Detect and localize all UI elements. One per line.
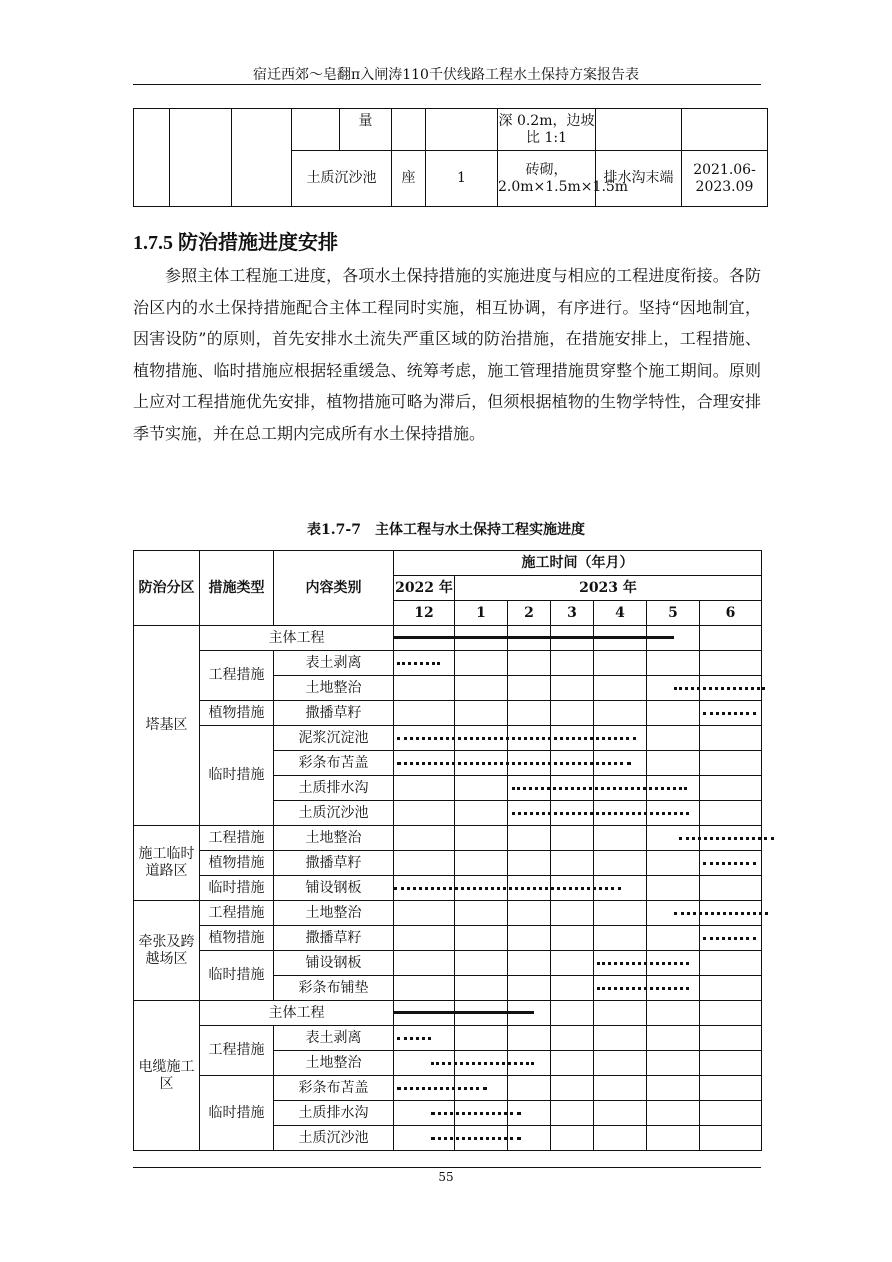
timeline-cell xyxy=(647,1001,700,1026)
table-cell xyxy=(170,109,232,207)
spec-cell: 砖砌，2.0m×1.5m×1.5m xyxy=(498,151,596,207)
timeline-cell xyxy=(508,901,551,926)
timeline-cell xyxy=(594,826,647,851)
timeline-cell xyxy=(508,826,551,851)
timeline-cell xyxy=(455,876,508,901)
timeline-cell xyxy=(394,751,455,776)
schedule-row xyxy=(134,826,762,851)
table-cell xyxy=(232,109,292,207)
timeline-cell xyxy=(647,701,700,726)
timeline-cell xyxy=(647,926,700,951)
type-cell: 植物措施 xyxy=(200,926,274,951)
timeline-cell xyxy=(455,626,508,651)
timeline-cell xyxy=(700,1051,762,1076)
spec-cell: 深 0.2m，边坡比 1:1 xyxy=(498,109,596,151)
timeline-cell xyxy=(508,626,551,651)
timeline-cell xyxy=(551,776,594,801)
timeline-cell xyxy=(594,676,647,701)
timeline-cell xyxy=(594,926,647,951)
timeline-cell xyxy=(551,951,594,976)
timeline-cell xyxy=(455,1126,508,1151)
zone-cell: 电缆施工区 xyxy=(134,1001,200,1151)
timeline-cell xyxy=(700,926,762,951)
timeline-cell xyxy=(508,1126,551,1151)
timeline-cell xyxy=(508,876,551,901)
timeline-cell xyxy=(551,676,594,701)
type-cell: 植物措施 xyxy=(200,851,274,876)
timeline-cell xyxy=(455,1001,508,1026)
timeline-cell xyxy=(455,651,508,676)
content-cell: 彩条布苫盖 xyxy=(274,751,394,776)
timeline-cell xyxy=(551,626,594,651)
timeline-cell xyxy=(594,651,647,676)
timeline-cell xyxy=(394,851,455,876)
timeline-cell xyxy=(594,751,647,776)
type-cell: 植物措施 xyxy=(200,701,274,726)
timeline-cell xyxy=(647,976,700,1001)
content-cell: 土地整治 xyxy=(274,676,394,701)
timeline-cell xyxy=(647,726,700,751)
timeline-cell xyxy=(551,1001,594,1026)
timeline-cell xyxy=(455,951,508,976)
timeline-cell xyxy=(394,1051,455,1076)
content-cell: 土地整治 xyxy=(274,901,394,926)
timeline-cell xyxy=(594,1001,647,1026)
content-cell: 土地整治 xyxy=(274,826,394,851)
zone-cell: 塔基区 xyxy=(134,626,200,826)
timeline-cell xyxy=(394,826,455,851)
timeline-cell xyxy=(508,1076,551,1101)
timeline-cell xyxy=(551,1026,594,1051)
content-cell: 土质沉沙池 xyxy=(274,1126,394,1151)
progress-bar xyxy=(397,1037,431,1040)
timeline-cell xyxy=(455,1051,508,1076)
table-cell xyxy=(682,109,768,151)
content-cell: 土质沉沙池 xyxy=(274,801,394,826)
timeline-cell xyxy=(647,951,700,976)
col-header-time: 施工时间（年月） xyxy=(394,551,762,576)
timeline-cell xyxy=(594,626,647,651)
timeline-cell xyxy=(700,851,762,876)
timeline-cell xyxy=(455,901,508,926)
timeline-cell xyxy=(394,701,455,726)
timeline-cell xyxy=(394,626,455,651)
timeline-cell xyxy=(700,1126,762,1151)
timeline-cell xyxy=(700,826,762,851)
timeline-cell xyxy=(551,976,594,1001)
timeline-cell xyxy=(394,776,455,801)
table-cell xyxy=(292,109,340,151)
schedule-row xyxy=(134,701,762,726)
timeline-cell xyxy=(508,726,551,751)
timeline-cell xyxy=(594,801,647,826)
timeline-cell xyxy=(455,1101,508,1126)
content-cell: 泥浆沉淀池 xyxy=(274,726,394,751)
timeline-cell xyxy=(551,1101,594,1126)
table-cell xyxy=(134,109,170,207)
timeline-cell xyxy=(508,701,551,726)
timeline-cell xyxy=(455,751,508,776)
timeline-cell xyxy=(700,726,762,751)
timeline-cell xyxy=(647,1101,700,1126)
timeline-cell xyxy=(551,826,594,851)
timeline-cell xyxy=(594,1076,647,1101)
timeline-cell xyxy=(394,1101,455,1126)
timeline-cell xyxy=(700,776,762,801)
content-cell: 彩条布铺垫 xyxy=(274,976,394,1001)
timeline-cell xyxy=(394,1001,455,1026)
timeline-cell xyxy=(700,751,762,776)
timeline-cell xyxy=(594,951,647,976)
timeline-cell xyxy=(551,1051,594,1076)
timeline-cell xyxy=(647,1126,700,1151)
timeline-cell xyxy=(700,1076,762,1101)
month-header: 3 xyxy=(551,601,594,626)
timeline-cell xyxy=(647,751,700,776)
timeline-cell xyxy=(394,1026,455,1051)
timeline-cell xyxy=(700,951,762,976)
table-caption: 表1.7-7 主体工程与水土保持工程实施进度 xyxy=(307,522,585,538)
timeline-cell xyxy=(551,926,594,951)
qty-cell: 1 xyxy=(426,151,498,207)
timeline-cell xyxy=(551,801,594,826)
schedule-row xyxy=(134,851,762,876)
content-cell: 表土剥离 xyxy=(274,1026,394,1051)
timeline-cell xyxy=(594,876,647,901)
location-cell: 排水沟末端 xyxy=(596,151,682,207)
content-cell: 土地整治 xyxy=(274,1051,394,1076)
timeline-cell xyxy=(455,726,508,751)
schedule-row xyxy=(134,901,762,926)
schedule-row xyxy=(134,926,762,951)
type-cell: 临时措施 xyxy=(200,951,274,1001)
timeline-cell xyxy=(394,926,455,951)
col-header-content: 内容类别 xyxy=(274,551,394,626)
timeline-cell xyxy=(551,901,594,926)
unit-cell: 座 xyxy=(392,151,426,207)
timeline-cell xyxy=(647,776,700,801)
year-header: 2023 年 xyxy=(455,576,762,601)
col-header-type: 措施类型 xyxy=(200,551,274,626)
type-cell: 工程措施 xyxy=(200,826,274,851)
timeline-cell xyxy=(394,951,455,976)
content-cell: 主体工程 xyxy=(200,626,394,651)
timeline-cell xyxy=(455,926,508,951)
timeline-cell xyxy=(394,1076,455,1101)
timeline-cell xyxy=(551,651,594,676)
timeline-cell xyxy=(394,801,455,826)
timeline-cell xyxy=(508,676,551,701)
content-cell: 主体工程 xyxy=(200,1001,394,1026)
timeline-cell xyxy=(508,1001,551,1026)
timeline-cell xyxy=(700,701,762,726)
timeline-cell xyxy=(394,651,455,676)
timeline-cell xyxy=(594,776,647,801)
timeline-cell xyxy=(508,776,551,801)
timeline-cell xyxy=(508,1101,551,1126)
timeline-cell xyxy=(594,701,647,726)
timeline-cell xyxy=(394,1126,455,1151)
timeline-cell xyxy=(551,876,594,901)
month-header: 12 xyxy=(394,601,455,626)
timeline-cell xyxy=(551,1076,594,1101)
schedule-row xyxy=(134,951,762,976)
schedule-table xyxy=(133,550,762,1151)
table-row xyxy=(134,109,768,151)
progress-bar xyxy=(397,662,440,665)
timeline-cell xyxy=(551,701,594,726)
timeline-cell xyxy=(700,876,762,901)
timeline-cell xyxy=(455,976,508,1001)
timeline-cell xyxy=(700,651,762,676)
content-cell: 撒播草籽 xyxy=(274,926,394,951)
content-cell: 撒播草籽 xyxy=(274,701,394,726)
timeline-cell xyxy=(455,826,508,851)
timeline-cell xyxy=(700,901,762,926)
timeline-cell xyxy=(700,1026,762,1051)
footer-rule xyxy=(133,1167,761,1168)
timeline-cell xyxy=(594,1126,647,1151)
timeline-cell xyxy=(508,651,551,676)
timeline-cell xyxy=(594,1101,647,1126)
schedule-row xyxy=(134,1001,762,1026)
timeline-cell xyxy=(508,951,551,976)
timeline-cell xyxy=(394,901,455,926)
col-header-zone: 防治分区 xyxy=(134,551,200,626)
timeline-cell xyxy=(700,801,762,826)
timeline-cell xyxy=(455,851,508,876)
schedule-row xyxy=(134,726,762,751)
timeline-cell xyxy=(508,801,551,826)
timeline-cell xyxy=(647,1026,700,1051)
timeline-cell xyxy=(508,851,551,876)
timeline-cell xyxy=(647,826,700,851)
month-header: 1 xyxy=(455,601,508,626)
type-cell: 工程措施 xyxy=(200,1026,274,1076)
timeline-cell xyxy=(594,1026,647,1051)
timeline-cell xyxy=(594,726,647,751)
content-cell: 铺设钢板 xyxy=(274,951,394,976)
timeline-cell xyxy=(700,676,762,701)
table-cell xyxy=(426,109,498,151)
schedule-row xyxy=(134,876,762,901)
timeline-cell xyxy=(647,651,700,676)
content-cell: 彩条布苫盖 xyxy=(274,1076,394,1101)
timeline-cell xyxy=(394,976,455,1001)
page-header: 宿迁西郊～皂翻π入闸涛110千伏线路工程水土保持方案报告表 xyxy=(253,67,639,83)
table-cell xyxy=(392,109,426,151)
timeline-cell xyxy=(551,751,594,776)
type-cell: 工程措施 xyxy=(200,651,274,701)
timeline-cell xyxy=(394,676,455,701)
month-header: 6 xyxy=(700,601,762,626)
month-header: 4 xyxy=(594,601,647,626)
timeline-cell xyxy=(647,1076,700,1101)
timeline-cell xyxy=(394,726,455,751)
zone-cell: 牵张及跨越场区 xyxy=(134,901,200,1001)
timeline-cell xyxy=(551,851,594,876)
period-cell: 2021.06-2023.09 xyxy=(682,151,768,207)
timeline-cell xyxy=(455,776,508,801)
month-header: 2 xyxy=(508,601,551,626)
timeline-cell xyxy=(394,876,455,901)
timeline-cell xyxy=(594,1051,647,1076)
timeline-cell xyxy=(647,876,700,901)
timeline-cell xyxy=(700,1101,762,1126)
timeline-cell xyxy=(647,676,700,701)
timeline-cell xyxy=(700,976,762,1001)
type-cell: 工程措施 xyxy=(200,901,274,926)
timeline-cell xyxy=(551,726,594,751)
timeline-cell xyxy=(647,801,700,826)
timeline-cell xyxy=(455,801,508,826)
header-row xyxy=(134,551,762,576)
timeline-cell xyxy=(508,926,551,951)
timeline-cell xyxy=(508,1051,551,1076)
type-cell: 临时措施 xyxy=(200,1076,274,1151)
timeline-cell xyxy=(455,1026,508,1051)
year-header: 2022 年 xyxy=(394,576,455,601)
header-rule xyxy=(133,84,761,85)
month-header: 5 xyxy=(647,601,700,626)
timeline-cell xyxy=(647,626,700,651)
section-heading: 1.7.5 防治措施进度安排 xyxy=(133,232,338,254)
timeline-cell xyxy=(508,751,551,776)
timeline-cell xyxy=(647,851,700,876)
schedule-row xyxy=(134,1076,762,1101)
type-cell: 临时措施 xyxy=(200,876,274,901)
item-cell: 土质沉沙池 xyxy=(292,151,392,207)
timeline-cell xyxy=(508,1026,551,1051)
top-measures-table xyxy=(133,108,768,207)
content-cell: 土质排水沟 xyxy=(274,1101,394,1126)
unit-cell: 量 xyxy=(340,109,392,151)
timeline-cell xyxy=(594,901,647,926)
page-number: 55 xyxy=(438,1170,454,1184)
schedule-row xyxy=(134,626,762,651)
content-cell: 撒播草籽 xyxy=(274,851,394,876)
timeline-cell xyxy=(647,901,700,926)
timeline-cell xyxy=(455,1076,508,1101)
timeline-cell xyxy=(508,976,551,1001)
timeline-cell xyxy=(594,851,647,876)
content-cell: 土质排水沟 xyxy=(274,776,394,801)
content-cell: 表土剥离 xyxy=(274,651,394,676)
schedule-row xyxy=(134,651,762,676)
body-paragraph: 参照主体工程施工进度，各项水土保持措施的实施进度与相应的工程进度衔接。各防治区内的水土保持措施配合主体工程同时实施，相互协调，有序进行。坚持“因地制宜，因害设防”的原则，首先安排水土流失严重区域的防治措施，在措施安排上，工程措施、植物措施、临时措施应根据轻重缓急、统筹考虑，施工管理措施贯穿整个施工期间。原则上应对工程措施优先安排，植物措施可略为滞后，但须根据植物的生物学特性，合理安排季节实施，并在总工期内完成所有水土保持措施。 xyxy=(133,266,761,443)
timeline-cell xyxy=(700,1001,762,1026)
schedule-row xyxy=(134,1026,762,1051)
table-cell xyxy=(596,109,682,151)
timeline-cell xyxy=(551,1126,594,1151)
timeline-cell xyxy=(647,1051,700,1076)
content-cell: 铺设钢板 xyxy=(274,876,394,901)
timeline-cell xyxy=(455,676,508,701)
zone-cell: 施工临时道路区 xyxy=(134,826,200,901)
timeline-cell xyxy=(455,701,508,726)
timeline-cell xyxy=(700,626,762,651)
timeline-cell xyxy=(594,976,647,1001)
type-cell: 临时措施 xyxy=(200,726,274,826)
